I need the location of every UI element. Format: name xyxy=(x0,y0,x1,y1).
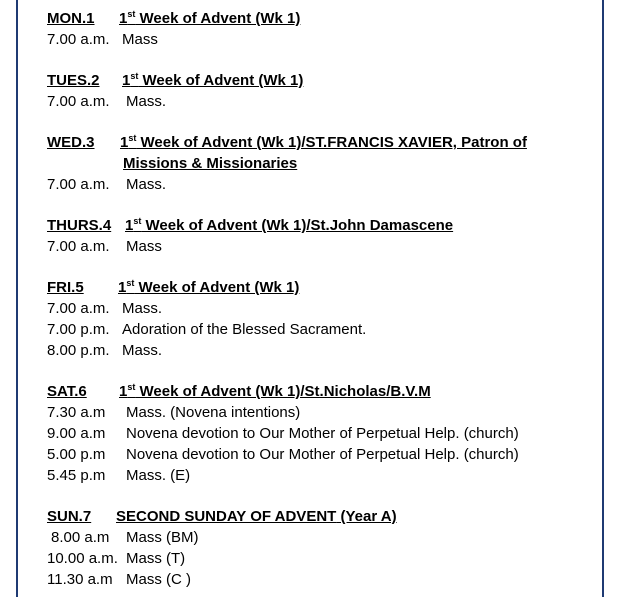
entry-time: 7.00 a.m. xyxy=(47,300,110,317)
day-title: 1st Week of Advent (Wk 1) xyxy=(118,278,300,296)
day-header xyxy=(47,8,592,29)
entry-time: 7.00 p.m. xyxy=(47,321,110,338)
entry-time: 7.00 a.m. xyxy=(47,31,110,48)
day-header xyxy=(47,506,592,527)
schedule-entry xyxy=(47,423,592,444)
entry-time: 7.30 a.m xyxy=(47,404,106,421)
day-header xyxy=(47,215,592,236)
day-block-wed xyxy=(47,132,592,195)
day-title: SECOND SUNDAY OF ADVENT (Year A) xyxy=(116,508,397,525)
entry-description: Mass. (Novena intentions) xyxy=(126,404,301,421)
weekly-schedule xyxy=(47,8,592,610)
entry-description: Mass xyxy=(122,31,158,48)
entry-description: Adoration of the Blessed Sacrament. xyxy=(122,321,367,338)
entry-time: 7.00 a.m. xyxy=(47,93,110,110)
schedule-entry xyxy=(47,527,592,548)
entry-time: 11.30 a.m xyxy=(47,571,113,588)
day-block-mon xyxy=(47,8,592,50)
day-label: WED.3 xyxy=(47,134,95,151)
schedule-entry xyxy=(47,29,592,50)
entry-time: 7.00 a.m. xyxy=(47,238,110,255)
entry-time: 10.00 a.m. xyxy=(47,550,118,567)
day-label: FRI.5 xyxy=(47,279,84,296)
day-header xyxy=(47,132,592,174)
schedule-entry xyxy=(47,569,592,590)
schedule-entry xyxy=(47,444,592,465)
day-header xyxy=(47,381,592,402)
day-title: 1st Week of Advent (Wk 1)/ST.FRANCIS XAVIER, Patron of xyxy=(120,133,527,151)
day-block-sat xyxy=(47,381,592,486)
entry-time: 5.00 p.m xyxy=(47,446,106,463)
schedule-entry xyxy=(47,465,592,486)
entry-description: Mass (BM) xyxy=(126,529,199,546)
schedule-entry xyxy=(47,402,592,423)
entry-description: Mass. xyxy=(126,93,167,110)
day-header xyxy=(47,70,592,91)
day-block-fri xyxy=(47,277,592,361)
entry-description: Novena devotion to Our Mother of Perpetual Help. (church) xyxy=(126,425,519,442)
entry-time: 8.00 p.m. xyxy=(47,342,110,359)
entry-description: Novena devotion to Our Mother of Perpetual Help. (church) xyxy=(126,446,519,463)
day-title: 1st Week of Advent (Wk 1)/St.John Damascene xyxy=(125,216,454,234)
day-block-sun xyxy=(47,506,592,590)
schedule-entry xyxy=(47,236,592,257)
day-label: SAT.6 xyxy=(47,383,87,400)
day-header xyxy=(47,277,592,298)
day-label: TUES.2 xyxy=(47,72,100,89)
day-title: 1st Week of Advent (Wk 1)/St.Nicholas/B.V.M xyxy=(119,382,431,400)
day-label: SUN.7 xyxy=(47,508,92,525)
entry-time: 9.00 a.m xyxy=(47,425,106,442)
day-label: MON.1 xyxy=(47,10,95,27)
entry-description: Mass. xyxy=(126,176,167,193)
entry-description: Mass xyxy=(126,238,162,255)
schedule-entry xyxy=(47,340,592,361)
entry-time: 5.45 p.m xyxy=(47,467,106,484)
schedule-entry xyxy=(47,298,592,319)
entry-time: 7.00 a.m. xyxy=(47,176,110,193)
entry-description: Mass (T) xyxy=(126,550,186,567)
schedule-entry xyxy=(47,319,592,340)
schedule-entry xyxy=(47,91,592,112)
day-block-tues xyxy=(47,70,592,112)
schedule-entry xyxy=(47,174,592,195)
schedule-entry xyxy=(47,548,592,569)
entry-description: Mass. xyxy=(122,342,163,359)
entry-description: Mass. (E) xyxy=(126,467,191,484)
entry-description: Mass. xyxy=(122,300,163,317)
day-label: THURS.4 xyxy=(47,217,112,234)
day-block-thurs xyxy=(47,215,592,257)
day-title: 1st Week of Advent (Wk 1) xyxy=(122,71,304,89)
day-title-continued: Missions & Missionaries xyxy=(123,155,298,172)
day-title: 1st Week of Advent (Wk 1) xyxy=(119,9,301,27)
entry-time: 8.00 a.m xyxy=(51,529,110,546)
entry-description: Mass (C ) xyxy=(126,571,191,588)
